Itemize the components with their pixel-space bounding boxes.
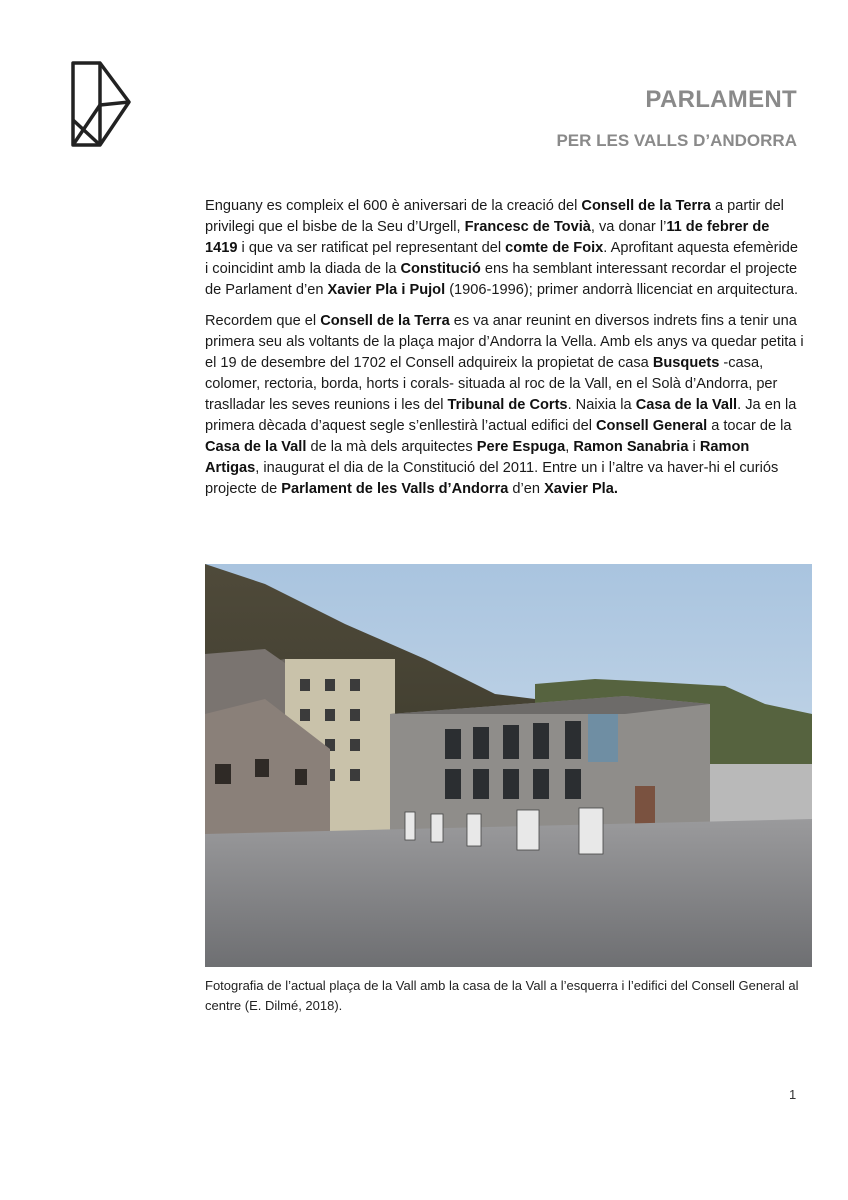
bold-term: comte de Foix bbox=[505, 240, 604, 256]
text-run: , va donar l’ bbox=[590, 219, 667, 235]
text-run: . Aprofitant aquesta efemèride i coincidint amb la diada de la bbox=[205, 240, 799, 277]
bold-term: Francesc de Tovià bbox=[464, 219, 591, 235]
text-run: , bbox=[565, 439, 574, 455]
bold-term: Casa de la Vall bbox=[205, 439, 307, 455]
page-subtitle: PER LES VALLS D’ANDORRA bbox=[556, 131, 797, 150]
text-run: es va anar reunint en diversos indrets fins a tenir una primera seu als voltants de la plaça major d’Andorra la Vella. Amb els anys va quedar petita i el 19 de desembre del 1702 el Consell adquireix la propietat de casa bbox=[205, 313, 804, 371]
text-run: a partir del privilegi que el bisbe de la Seu d’Urgell, bbox=[205, 198, 784, 235]
text-run: a tocar de la bbox=[707, 418, 792, 434]
text-run: Recordem que el bbox=[205, 313, 321, 329]
bold-term: Pere Espuga bbox=[476, 439, 566, 455]
text-run: , inaugurat el dia de la Constitució del 2011. Entre un i l’altre va haver-hi el curiós projecte de bbox=[205, 460, 779, 497]
text-run: ens ha semblant interessant recordar el projecte de Parlament d’en bbox=[205, 261, 798, 298]
text-run: . Naixia la bbox=[567, 397, 636, 413]
bold-term: Casa de la Vall bbox=[635, 397, 738, 413]
logo-icon bbox=[70, 60, 132, 148]
bold-term: Tribunal de Corts bbox=[447, 397, 568, 413]
page-number: 1 bbox=[789, 1087, 797, 1102]
text-run: de la mà dels arquitectes bbox=[306, 439, 477, 455]
text-run: d’en bbox=[508, 481, 545, 497]
bold-term: Constitució bbox=[400, 261, 481, 277]
plaza-photo bbox=[205, 564, 812, 967]
text-run: Enguany es compleix el 600 è aniversari de la creació del bbox=[205, 198, 582, 214]
page-title: PARLAMENT bbox=[645, 86, 797, 113]
bold-term: Ramon Sanabria bbox=[573, 439, 689, 455]
text-run: i que va ser ratificat pel representant del bbox=[237, 240, 506, 256]
text-run: . Ja en la primera dècada d’aquest segle s’enllestirà l’actual edifici del bbox=[205, 397, 797, 434]
bold-term: Parlament de les Valls d’Andorra bbox=[281, 481, 509, 497]
bold-term: Busquets bbox=[652, 355, 720, 371]
photo-caption: Fotografia de l’actual plaça de la Vall amb la casa de la Vall a l’esquerra i l’edifici del Consell General al centre (E. Dilmé, 2018). bbox=[205, 978, 799, 1013]
text-run: (1906-1996); primer andorrà llicenciat en arquitectura. bbox=[445, 282, 799, 298]
bold-term: Consell General bbox=[596, 418, 708, 434]
paragraph-1 bbox=[205, 196, 805, 301]
text-run: i bbox=[688, 439, 700, 455]
bold-term: Ramon Artigas bbox=[205, 439, 750, 476]
text-run: -casa, colomer, rectoria, borda, horts i corals- situada al roc de la Vall, en el Solà d’Andorra, per traslladar les seves reunions i les del bbox=[205, 355, 778, 413]
bold-term: 11 de febrer de 1419 bbox=[205, 219, 770, 256]
paragraph-2 bbox=[205, 311, 805, 500]
article-body bbox=[205, 196, 805, 510]
bold-term: Xavier Pla. bbox=[544, 481, 618, 497]
bold-term: Consell de la Terra bbox=[581, 198, 711, 214]
bold-term: Xavier Pla i Pujol bbox=[327, 282, 446, 298]
bold-term: Consell de la Terra bbox=[320, 313, 450, 329]
